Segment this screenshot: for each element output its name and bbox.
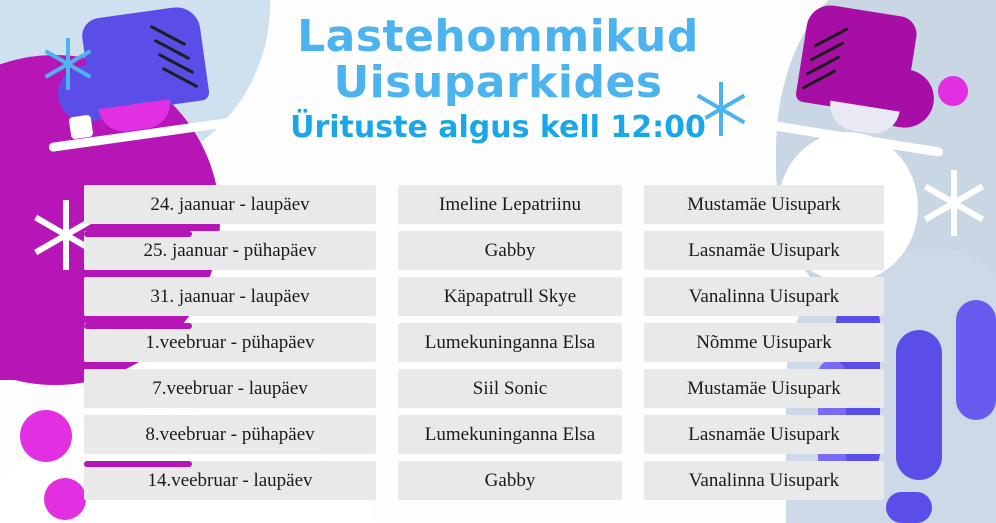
cell-character: Imeline Lepatriinu: [398, 185, 622, 224]
decorative-circle-magenta-4: [44, 478, 86, 520]
cell-character: Siil Sonic: [398, 369, 622, 408]
schedule-table: [84, 185, 894, 500]
table-row: [84, 231, 894, 270]
table-row: [84, 323, 894, 362]
cell-character: Gabby: [398, 231, 622, 270]
cell-place: Vanalinna Uisupark: [644, 461, 884, 500]
cell-place: Nõmme Uisupark: [644, 323, 884, 362]
cell-place: Mustamäe Uisupark: [644, 185, 884, 224]
table-row: [84, 185, 894, 224]
table-row: [84, 415, 894, 454]
accent-bar-3: [84, 461, 192, 467]
cell-date: 25. jaanuar - pühapäev: [84, 231, 376, 270]
cell-character: Käpapatrull Skye: [398, 277, 622, 316]
table-row: [84, 369, 894, 408]
title-line-2: Uisuparkides: [333, 57, 663, 108]
cell-place: Vanalinna Uisupark: [644, 277, 884, 316]
cell-character: Lumekuninganna Elsa: [398, 323, 622, 362]
poster-title: [0, 11, 996, 145]
table-row: [84, 461, 894, 500]
cell-date: 8.veebruar - pühapäev: [84, 415, 376, 454]
cell-place: Lasnamäe Uisupark: [644, 231, 884, 270]
cell-date: 1.veebruar - pühapäev: [84, 323, 376, 362]
accent-bar-1: [84, 231, 192, 237]
table-row: [84, 277, 894, 316]
cell-place: Lasnamäe Uisupark: [644, 415, 884, 454]
snowflake-icon: [918, 170, 984, 236]
cell-date: 24. jaanuar - laupäev: [84, 185, 376, 224]
cell-character: Gabby: [398, 461, 622, 500]
decorative-circle-magenta-3: [20, 410, 72, 462]
decorative-bar-blue-2: [896, 330, 942, 480]
poster-subtitle: Ürituste algus kell 12:00: [290, 110, 706, 145]
decorative-bar-blue-3: [956, 300, 996, 420]
accent-bar-2: [84, 323, 192, 329]
cell-date: 7.veebruar - laupäev: [84, 369, 376, 408]
cell-date: 31. jaanuar - laupäev: [84, 277, 376, 316]
cell-date: 14.veebruar - laupäev: [84, 461, 376, 500]
title-line-1: Lastehommikud: [297, 11, 699, 62]
cell-place: Mustamäe Uisupark: [644, 369, 884, 408]
cell-character: Lumekuninganna Elsa: [398, 415, 622, 454]
